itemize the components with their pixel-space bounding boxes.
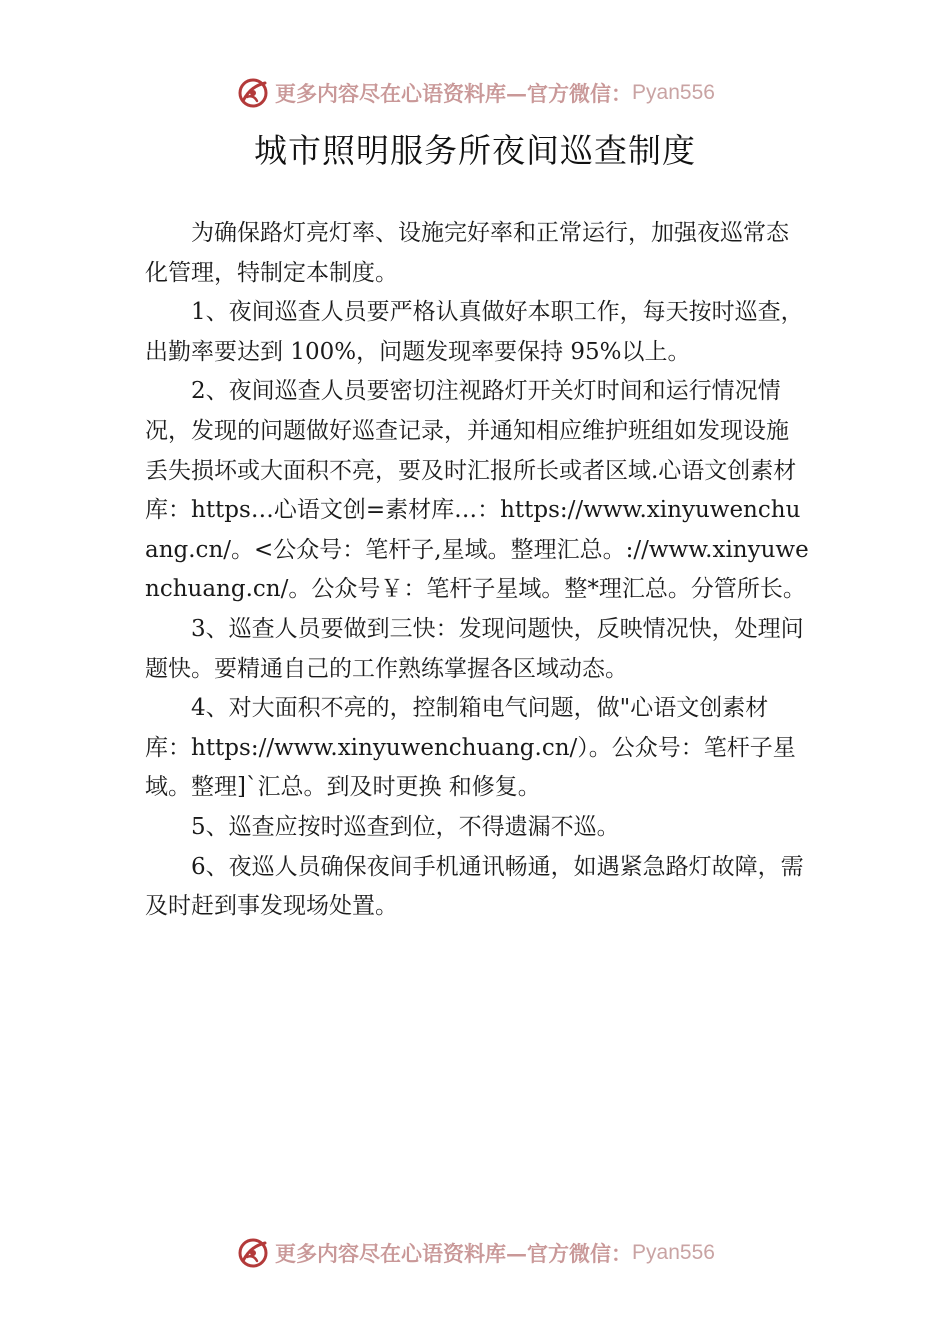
- swirl-logo-icon: [235, 75, 271, 111]
- header-watermark: [0, 73, 950, 113]
- rule-paragraph-1: 1、夜间巡查人员要严格认真做好本职工作，每天按时巡查，出勤率要达到 100%，问题发现率要保持 95%以上。: [145, 299, 804, 365]
- rule-paragraph-2: 2、夜间巡查人员要密切注视路灯开关灯时间和运行情况情况，发现的问题做好巡查记录，并通知相应维护班组如发现设施丢失损坏或大面积不亮，要及时汇报所长或者区域.心语文创素材库：https…心语文创=素材库…：https://www.xinyuwenchuang.cn/。<公众号：笔杆子,星域。整理汇总。://www.xinyuwenchuang.cn/。公众号￥：笔杆子星域。整*理汇总。分管所长。: [145, 378, 809, 603]
- intro-paragraph: 为确保路灯亮灯率、设施完好率和正常运行，加强夜巡常态化管理，特制定本制度。: [145, 220, 789, 286]
- rule-paragraph-6: 6、夜巡人员确保夜间手机通讯畅通，如遇紧急路灯故障，需及时赶到事发现场处置。: [145, 853, 804, 920]
- rule-paragraph-3: 3、巡查人员要做到三快：发现问题快，反映情况快，处理问题快。要精通自己的工作熟练掌握各区域动态。: [145, 615, 804, 682]
- watermark-wechat-id: Pyan556: [632, 81, 715, 104]
- watermark-dash: —: [506, 80, 528, 106]
- footer-watermark: [0, 1233, 950, 1273]
- watermark-site-name: 更多内容尽在心语资料库: [275, 1241, 507, 1266]
- watermark-wechat-id: Pyan556: [632, 1241, 715, 1264]
- document-body: [145, 214, 810, 927]
- swirl-logo-icon: [235, 1235, 271, 1271]
- rule-paragraph-5: 5、巡查应按时巡查到位，不得遗漏不巡。: [191, 813, 620, 840]
- watermark-dash: —: [506, 1240, 528, 1266]
- watermark-site-name: 更多内容尽在心语资料库: [275, 81, 507, 106]
- document-title: 城市照明服务所夜间巡查制度: [254, 131, 696, 170]
- rule-paragraph-4: 4、对大面积不亮的，控制箱电气问题，做"心语文创素材库：https://www.xinyuwenchuang.cn/）。公众号：笔杆子星域。整理]`汇总。到及时更换 和修复。: [145, 695, 796, 801]
- watermark-official-label: 官方微信：: [527, 1241, 633, 1266]
- watermark-official-label: 官方微信：: [527, 81, 633, 106]
